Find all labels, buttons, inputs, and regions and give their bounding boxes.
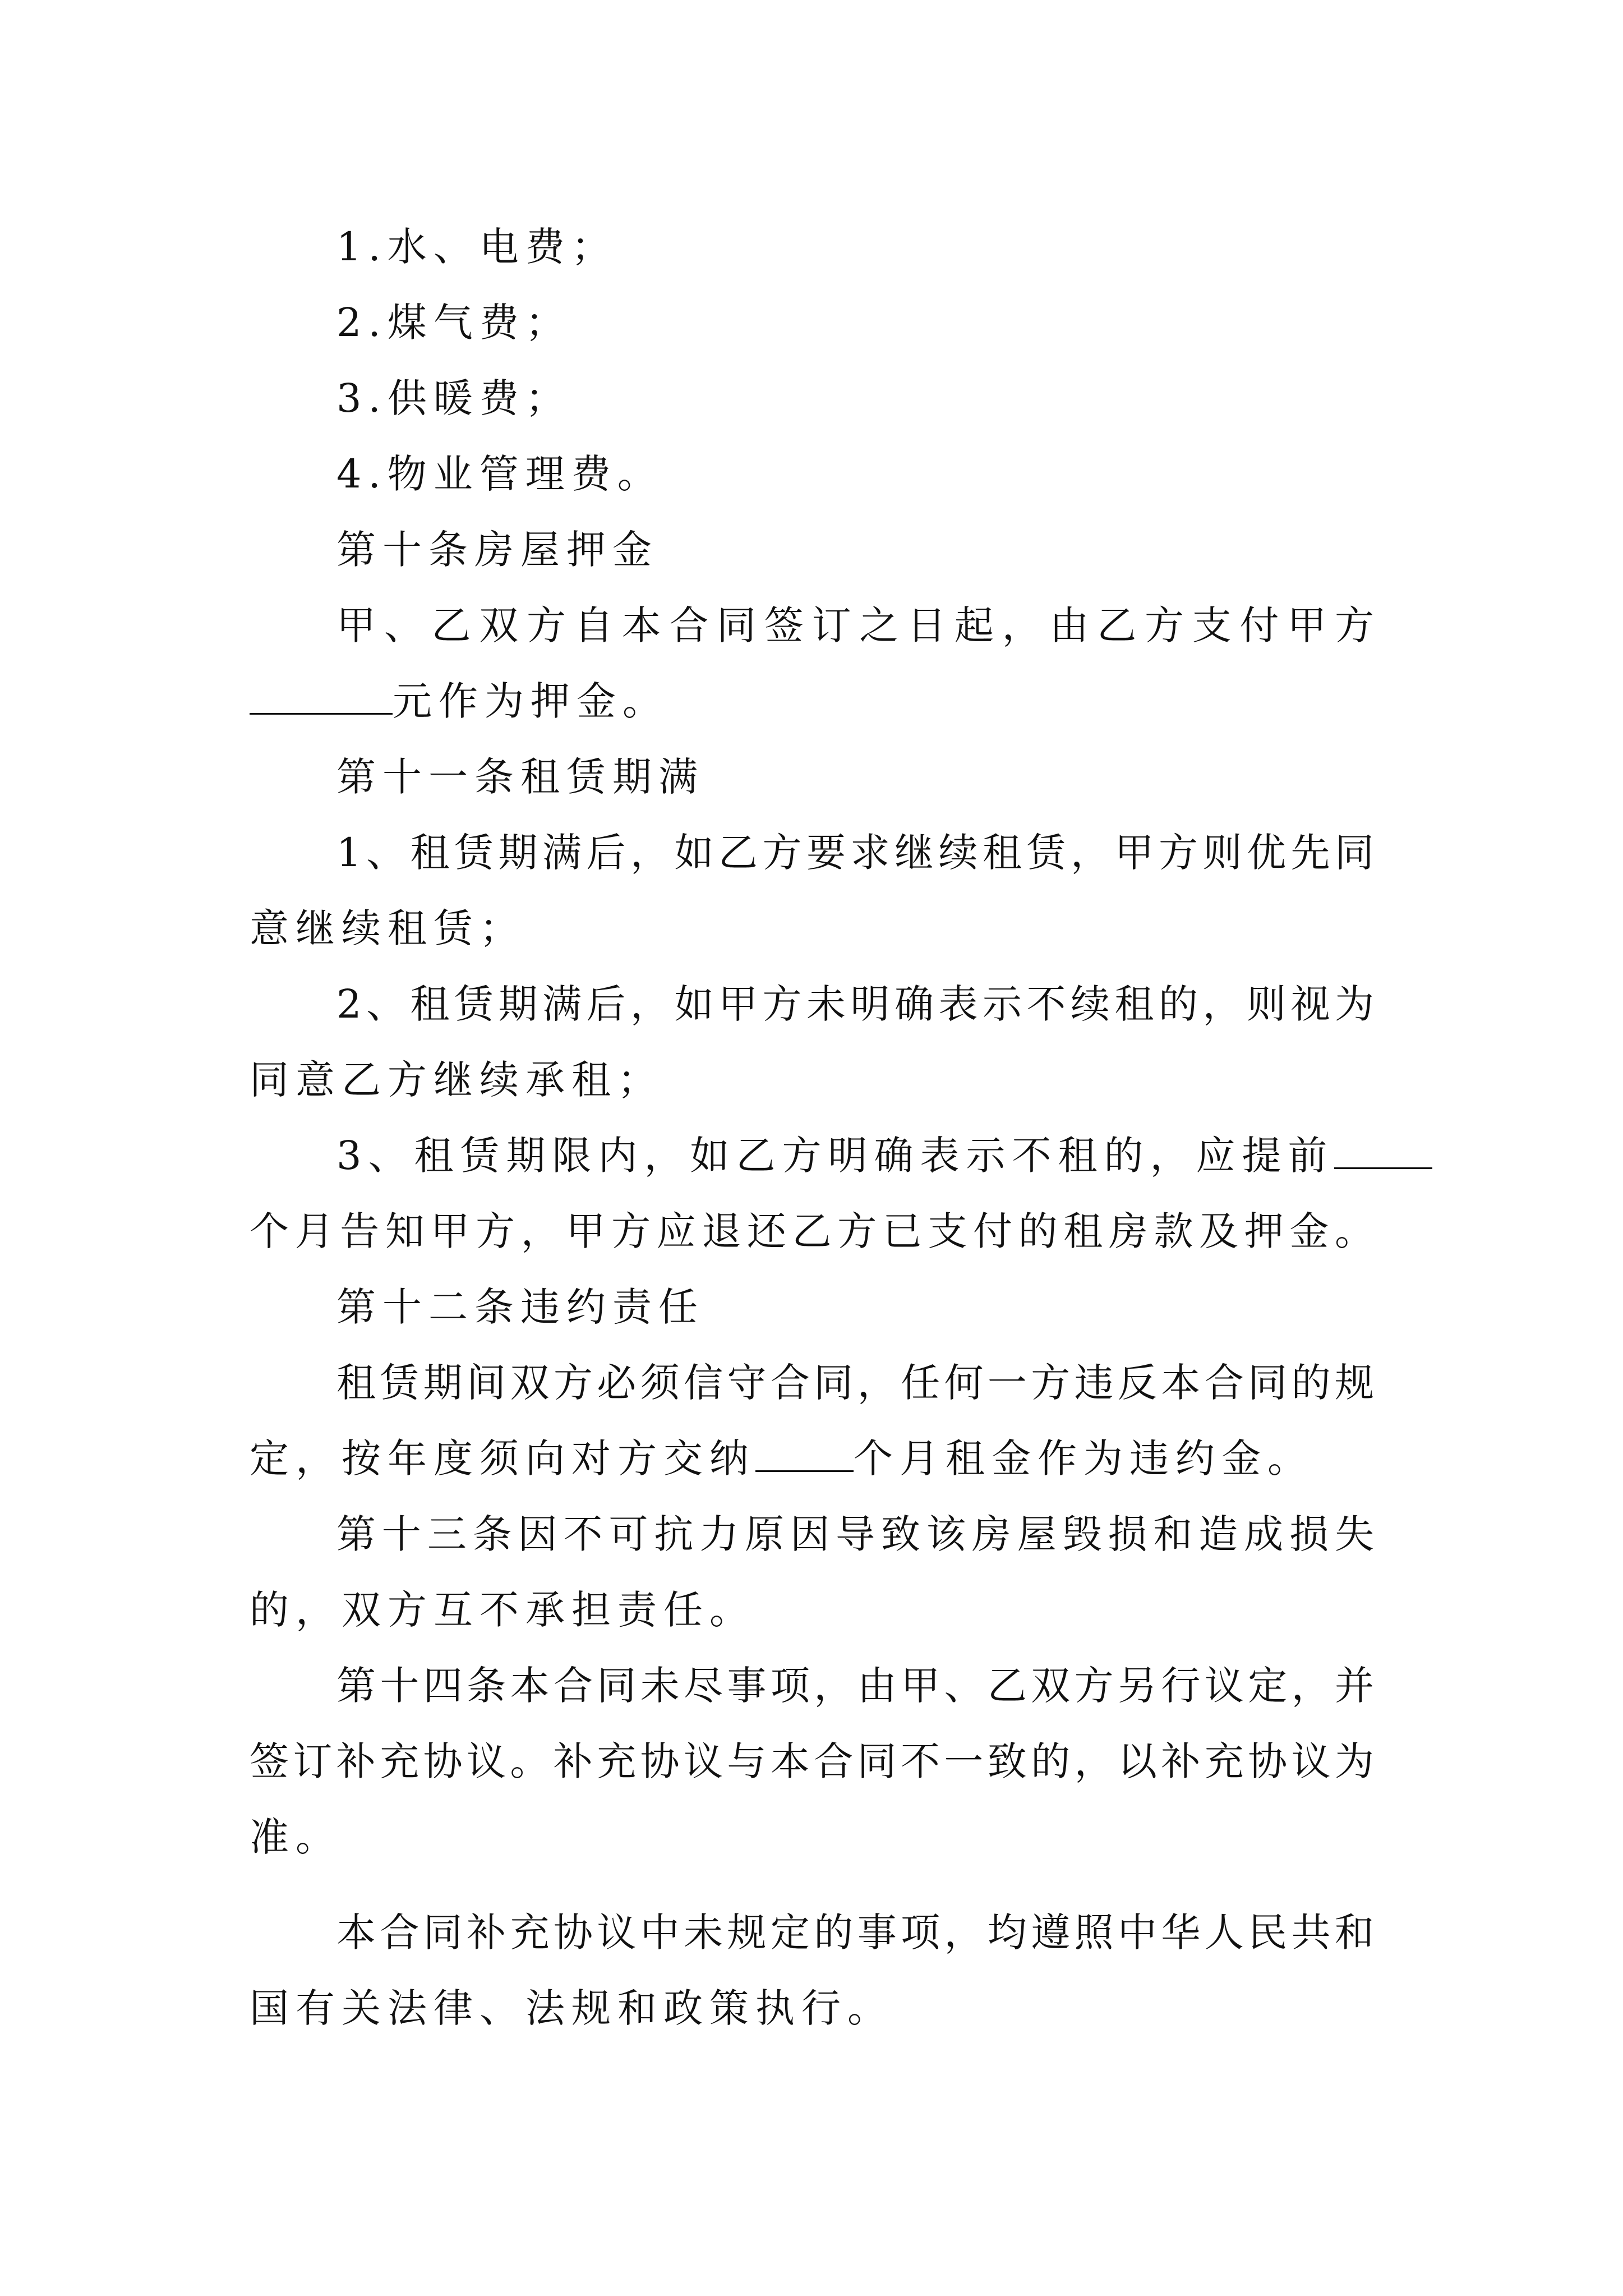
article-10-text-line-1: 甲、乙双方自本合同签订之日起，由乙方支付甲方 <box>336 602 1374 648</box>
fee-item-property-management: 4.物业管理费。 <box>336 451 663 497</box>
fee-item-gas: 2.煤气费； <box>336 300 571 346</box>
article-11-item-3-line-1 <box>336 1128 1432 1184</box>
article-12-text-line-2 <box>250 1430 1313 1487</box>
penalty-months-blank <box>755 1434 854 1472</box>
fee-item-heating: 3.供暖费； <box>336 375 571 421</box>
article-12-heading: 第十二条违约责任 <box>336 1284 704 1330</box>
article-11-heading: 第十一条租赁期满 <box>336 754 704 800</box>
article-11-item-3-line-2: 个月告知甲方，甲方应退还乙方已支付的租房款及押金。 <box>250 1208 1374 1254</box>
article-14-text-line-1: 第十四条本合同未尽事项，由甲、乙双方另行议定，并 <box>336 1663 1374 1709</box>
closing-text-line-1: 本合同补充协议中未规定的事项，均遵照中华人民共和 <box>336 1910 1374 1955</box>
article-13-text-line-2: 的，双方互不承担责任。 <box>250 1587 755 1633</box>
article-11-item-1-line-1: 1、租赁期满后，如乙方要求继续租赁，甲方则优先同 <box>336 830 1374 876</box>
article-11-item-2-line-2: 同意乙方继续承租； <box>250 1057 663 1103</box>
article-10-heading: 第十条房屋押金 <box>336 527 658 573</box>
article-14-text-line-2: 签订补充协议。补充协议与本合同不一致的，以补充协议为 <box>250 1738 1374 1784</box>
article-11-item-2-line-1: 2、租赁期满后，如甲方未明确表示不续租的，则视为 <box>336 981 1374 1027</box>
article-10-text-line-2-text: 元作为押金。 <box>393 678 668 724</box>
article-10-text-line-2 <box>250 673 668 729</box>
article-12-text-line-2-part-1: 定，按年度须向对方交纳 <box>250 1435 755 1481</box>
article-11-item-3-line-1-text: 3、租赁期限内，如乙方明确表示不租的，应提前 <box>336 1133 1334 1179</box>
article-12-text-line-2-part-2: 个月租金作为违约金。 <box>854 1435 1313 1481</box>
closing-text-line-2: 国有关法律、法规和政策执行。 <box>250 1985 893 2031</box>
article-13-text-line-1: 第十三条因不可抗力原因导致该房屋毁损和造成损失 <box>336 1511 1374 1557</box>
article-12-text-line-1: 租赁期间双方必须信守合同，任何一方违反本合同的规 <box>336 1360 1374 1406</box>
notice-months-blank <box>1334 1131 1432 1169</box>
fee-item-water-electricity: 1.水、电费； <box>336 224 617 270</box>
article-11-item-1-line-2: 意继续租赁； <box>250 905 525 951</box>
article-14-text-line-3: 准。 <box>250 1814 342 1860</box>
deposit-amount-blank <box>250 677 393 715</box>
